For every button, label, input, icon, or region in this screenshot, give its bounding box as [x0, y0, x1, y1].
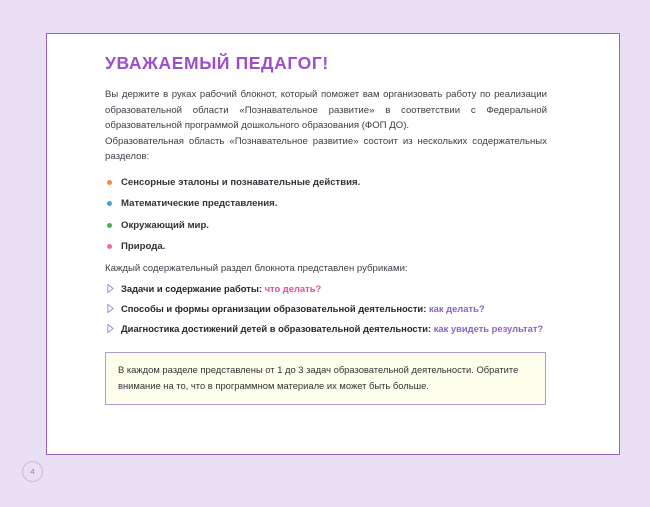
- page-sheet: [46, 33, 620, 455]
- list-item: [105, 303, 565, 315]
- page-title: УВАЖАЕМЫЙ ПЕДАГОГ!: [105, 53, 329, 73]
- intro-paragraph-1: Вы держите в руках рабочий блокнот, который поможет вам организовать работу по реализации образовательной области «Познавательное развитие» в соответствии с Федеральной образовательной программой дошкольного образования (ФОП ДО).: [105, 89, 547, 132]
- list-item: [105, 220, 565, 232]
- list-item: [105, 198, 565, 210]
- rubric-answer: что делать?: [264, 282, 322, 294]
- section-label: Природа.: [121, 241, 166, 253]
- triangle-right-icon: [106, 323, 115, 334]
- bullet-dot-icon: [107, 244, 112, 249]
- page-number-badge: [22, 461, 43, 482]
- intro-paragraph-2: Образовательная область «Познавательное развитие» состоит из нескольких содержательных разделов:: [105, 135, 547, 163]
- list-item: [105, 323, 565, 335]
- note-box: [105, 352, 546, 405]
- bullet-dot-icon: [107, 223, 112, 228]
- rubrics-list: [105, 283, 565, 336]
- list-item: [105, 241, 565, 253]
- rubric-label: Диагностика достижений детей в образовательной деятельности:: [121, 323, 432, 335]
- section-label: Математические представления.: [121, 198, 278, 210]
- rubric-label: Способы и формы организации образовательной деятельности:: [121, 303, 427, 314]
- rubric-answer: как увидеть результат?: [433, 323, 544, 335]
- sections-list: [105, 177, 565, 254]
- note-text: В каждом разделе представлены от 1 до 3 задач образовательной деятельности. Обратите внимание на то, что в программном материале их может быть больше.: [118, 364, 519, 392]
- triangle-right-icon: [106, 303, 115, 314]
- section-label: Окружающий мир.: [121, 219, 209, 231]
- section-label: Сенсорные эталоны и познавательные действия.: [121, 176, 361, 188]
- content-column: [105, 54, 565, 405]
- bullet-dot-icon: [107, 201, 112, 206]
- rubric-answer: как делать?: [428, 303, 485, 314]
- page-number-label: 4: [30, 467, 35, 476]
- list-item: [105, 177, 565, 189]
- rubric-label: Задачи и содержание работы:: [121, 282, 262, 294]
- rubric-intro-text: Каждый содержательный раздел блокнота представлен рубриками:: [105, 262, 408, 274]
- list-item: [105, 283, 565, 295]
- triangle-right-icon: [106, 283, 115, 294]
- bullet-dot-icon: [107, 180, 112, 185]
